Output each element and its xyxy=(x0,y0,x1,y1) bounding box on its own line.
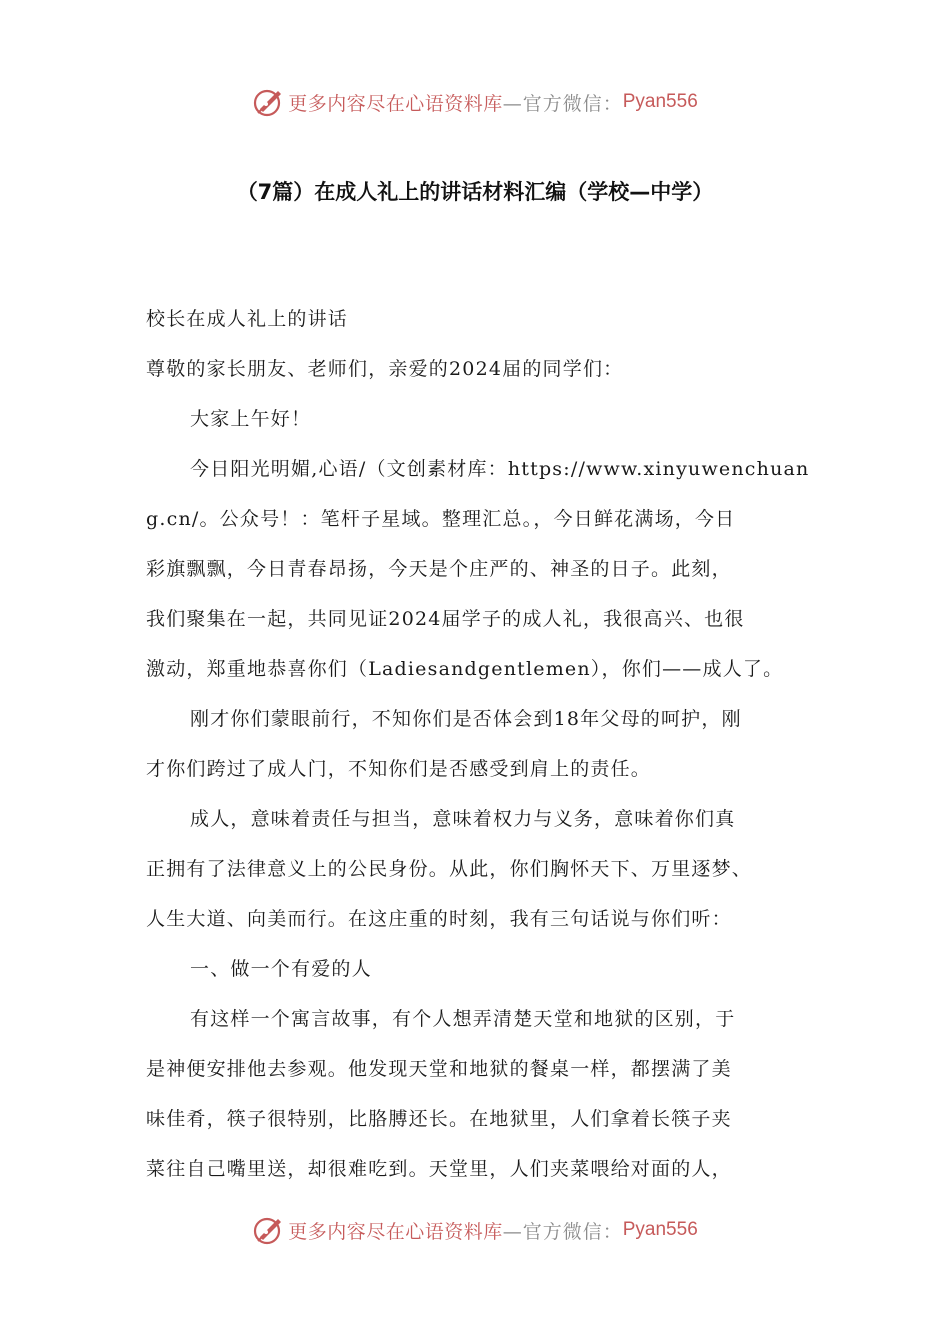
body-line: 校长在成人礼上的讲话 xyxy=(146,308,349,330)
body-line: 今日阳光明媚,心语/（文创素材库：https://www.xinyuwenchuan xyxy=(190,458,810,480)
section-heading: 一、做一个有爱的人 xyxy=(190,958,372,980)
banner-wechat-id: Pyan556 xyxy=(622,91,698,112)
footer-banner xyxy=(0,1210,950,1250)
document-title: （7篇）在成人礼上的讲话材料汇编（学校—中学） xyxy=(236,180,714,204)
body-line: 成人，意味着责任与担当，意味着权力与义务，意味着你们真 xyxy=(190,808,736,830)
body-line: 大家上午好！ xyxy=(190,408,312,430)
header-banner xyxy=(0,82,950,122)
body-line: 味佳肴，筷子很特别，比胳膊还长。在地狱里，人们拿着长筷子夹 xyxy=(146,1108,732,1130)
body-line: 我们聚集在一起，共同见证2024届学子的成人礼，我很高兴、也很 xyxy=(146,608,745,630)
body-line: 菜往自己嘴里送，却很难吃到。天堂里，人们夹菜喂给对面的人， xyxy=(146,1158,732,1180)
body-line: 激动，郑重地恭喜你们（Ladiesandgentlemen），你们——成人了。 xyxy=(146,658,784,680)
body-line: 才你们跨过了成人门，不知你们是否感受到肩上的责任。 xyxy=(146,758,652,780)
body-line: g.cn/。公众号！：笔杆子星域。整理汇总。，今日鲜花满场，今日 xyxy=(146,508,736,530)
banner-wechat-label: —官方微信： xyxy=(502,1220,623,1243)
body-line: 正拥有了法律意义上的公民身份。从此，你们胸怀天下、万里逐梦、 xyxy=(146,858,753,880)
body-line: 人生大道、向美而行。在这庄重的时刻，我有三句话说与你们听： xyxy=(146,908,732,930)
body-line: 尊敬的家长朋友、老师们，亲爱的2024届的同学们： xyxy=(146,358,624,380)
quill-logo-icon xyxy=(252,1213,286,1247)
body-line: 彩旗飘飘，今日青春昂扬，今天是个庄严的、神圣的日子。此刻， xyxy=(146,558,732,580)
body-line: 是神便安排他去参观。他发现天堂和地狱的餐桌一样，都摆满了美 xyxy=(146,1058,732,1080)
banner-site-name: 更多内容尽在心语资料库 xyxy=(288,92,503,115)
document-body xyxy=(146,294,810,1194)
banner-wechat-id: Pyan556 xyxy=(622,1219,698,1240)
body-line: 有这样一个寓言故事，有个人想弄清楚天堂和地狱的区别，于 xyxy=(190,1008,736,1030)
body-line: 刚才你们蒙眼前行，不知你们是否体会到18年父母的呵护，刚 xyxy=(190,708,742,730)
banner-wechat-label: —官方微信： xyxy=(502,92,623,115)
banner-site-name: 更多内容尽在心语资料库 xyxy=(288,1220,503,1243)
quill-logo-icon xyxy=(252,85,286,119)
